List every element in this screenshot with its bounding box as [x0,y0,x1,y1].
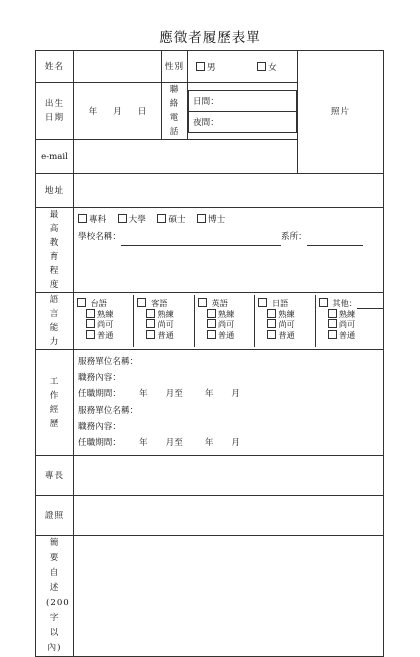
lang-hakka-checkbox[interactable] [137,298,146,307]
dept-label: 系所： [280,232,307,242]
lang-level-checkbox[interactable] [267,319,276,328]
lang-other-checkbox[interactable] [319,298,328,307]
day-phone-field[interactable]: 日間： [189,90,297,111]
license-field[interactable] [74,496,384,536]
lang-level-checkbox[interactable] [207,309,216,318]
edu-phd-label: 博士 [208,215,226,225]
languages-field [74,293,384,350]
address-field[interactable] [74,174,384,208]
edu-master-checkbox[interactable] [157,214,166,223]
lang-level-checkbox[interactable] [207,319,216,328]
skills-field[interactable] [74,456,384,496]
dob-field[interactable]: 年 月 日 [74,83,162,140]
lang-level-checkbox[interactable] [328,330,337,339]
form-title: 應徵者履歷表單 [159,30,261,46]
lang-level-checkbox[interactable] [86,309,95,318]
lang-level-checkbox[interactable] [86,319,95,328]
work-entry[interactable]: 服務單位名稱： 職務內容： 任職期間： 年 月至 年 月 [78,406,241,448]
gender-female-checkbox[interactable] [257,62,266,71]
lang-level-checkbox[interactable] [267,309,276,318]
name-label: 姓名 [36,51,74,83]
lang-japanese: 日語 熟練 尚可 普通 [255,295,315,347]
phone-label: 聯絡電話 [162,83,188,140]
lang-english-checkbox[interactable] [198,298,207,307]
edu-phd-checkbox[interactable] [197,214,206,223]
work-label: 工作經歷 [36,350,74,456]
photo-box[interactable]: 照片 [298,51,384,174]
lang-level-checkbox[interactable] [146,309,155,318]
gender-male-label: 男 [207,62,216,73]
lang-hakka: 客語 熟練 尚可 普通 [134,295,194,347]
resume-form [35,50,384,657]
email-field[interactable] [74,140,298,174]
gender-female-label: 女 [268,62,277,73]
dept-input[interactable] [307,235,363,246]
gender-label: 性別 [162,51,188,83]
gender-options [188,51,298,83]
lang-level-checkbox[interactable] [146,319,155,328]
night-phone-field[interactable]: 夜間： [189,111,297,132]
edu-master-label: 碩士 [168,215,186,225]
bio-label: 簡要自述(200字以內) [36,536,74,657]
edu-university-label: 大學 [128,215,146,225]
languages-label: 語言能力 [36,293,74,350]
gender-male-checkbox[interactable] [196,62,205,71]
license-label: 證照 [36,496,74,536]
education-label: 最高教育程度 [36,208,74,293]
lang-level-checkbox[interactable] [328,319,337,328]
phone-fields [188,83,298,140]
lang-japanese-checkbox[interactable] [258,298,267,307]
edu-college-checkbox[interactable] [78,214,87,223]
lang-other-input[interactable] [357,300,383,309]
edu-college-label: 專科 [89,215,107,225]
school-input[interactable] [121,235,281,246]
dob-label: 出生日期 [36,83,74,140]
education-field [74,208,384,293]
lang-level-checkbox[interactable] [207,330,216,339]
lang-level-checkbox[interactable] [146,330,155,339]
lang-level-checkbox[interactable] [86,330,95,339]
lang-level-checkbox[interactable] [328,309,337,318]
bio-field[interactable] [74,536,384,657]
skills-label: 專長 [36,456,74,496]
lang-taiwanese-checkbox[interactable] [77,298,86,307]
lang-other: 其他： 熟練 尚可 普通 [316,295,383,347]
work-field [74,350,384,456]
lang-taiwanese: 台語 熟練 尚可 普通 [74,295,134,347]
address-label: 地址 [36,174,74,208]
school-label: 學校名稱： [78,232,121,242]
name-field[interactable] [74,51,162,83]
work-entry[interactable]: 服務單位名稱： 職務內容： 任職期間： 年 月至 年 月 [78,357,241,399]
edu-university-checkbox[interactable] [118,214,127,223]
lang-english: 英語 熟練 尚可 普通 [195,295,255,347]
email-label: e-mail [36,140,74,174]
lang-level-checkbox[interactable] [267,330,276,339]
